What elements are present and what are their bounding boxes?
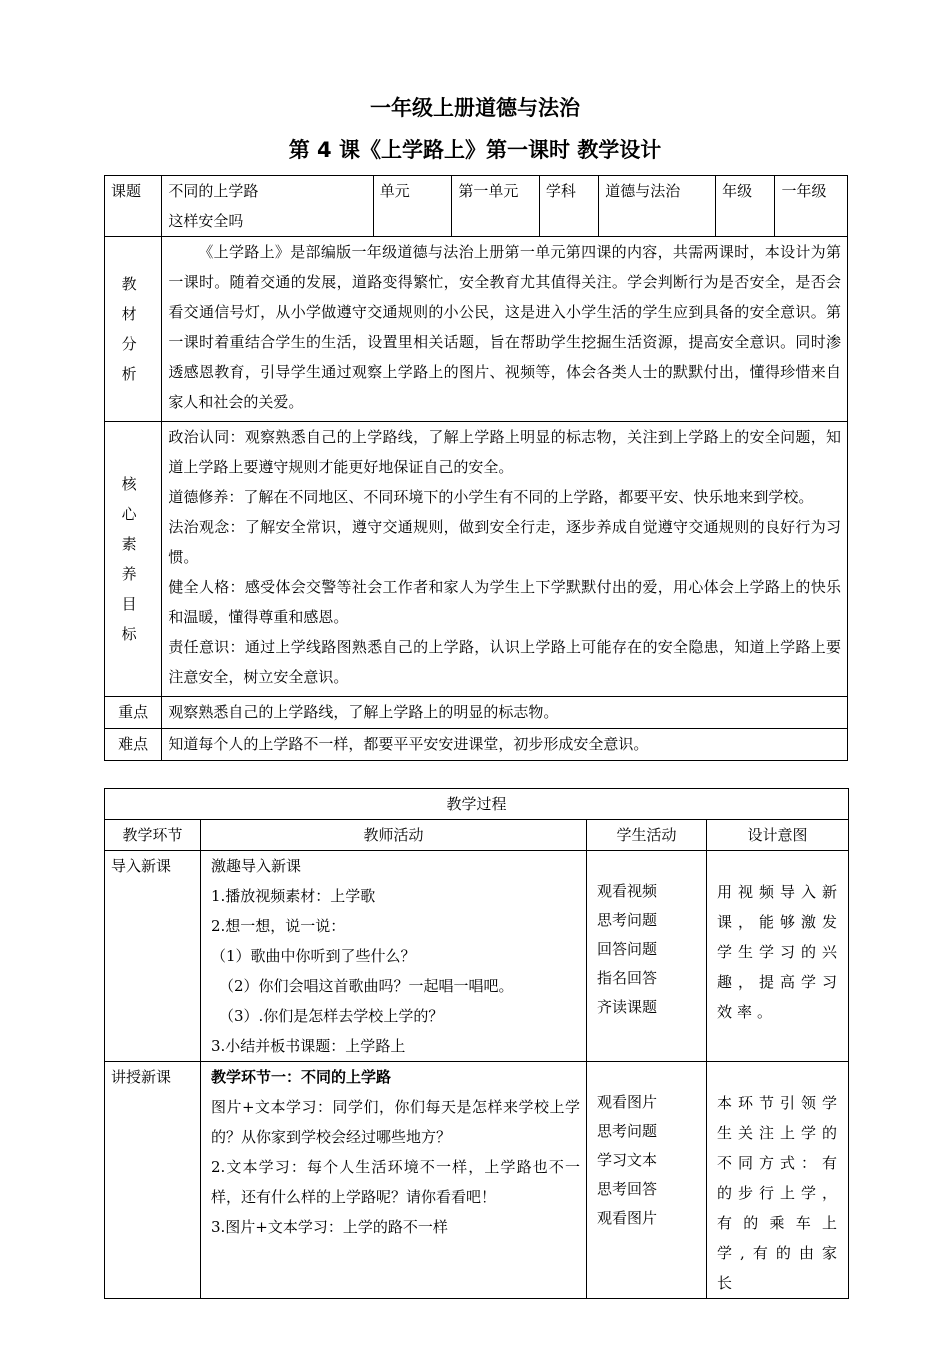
student-activity-new (587, 1062, 707, 1299)
teacher-heading: 教学环节一：不同的上学路 (211, 1068, 392, 1086)
goal-item: 健全人格：感受体会交警等社会工作者和家人为学生上下学默默付出的爱，用心体会上学路上的快乐和温暖，懂得尊重和感恩。 (168, 578, 841, 626)
teacher-step: （2）你们会唱这首歌曲吗？一起唱一唱吧。 (219, 977, 514, 995)
teaching-process-table (104, 788, 849, 1299)
teacher-activity-new (201, 1062, 587, 1299)
teacher-step: 3.图片+文本学习：上学的路不一样 (211, 1218, 448, 1236)
goal-item: 道德修养：了解在不同地区、不同环境下的小学生有不同的上学路，都要平安、快乐地来到学校。 (168, 488, 814, 506)
difficulty-label: 难点 (105, 729, 162, 761)
teacher-activity-intro (201, 851, 587, 1062)
student-step: 指名回答 (597, 969, 658, 987)
page-subtitle: 第 4 课《上学路上》第一课时 教学设计 (288, 138, 662, 162)
goals-text (162, 422, 848, 697)
analysis-row (105, 237, 848, 422)
unit-value: 第一单元 (452, 176, 540, 237)
student-step: 观看视频 (597, 882, 658, 900)
student-step: 齐读课题 (597, 998, 658, 1016)
difficulty-text: 知道每个人的上学路不一样，都要平平安安进课堂，初步形成安全意识。 (162, 729, 848, 761)
topic-value (162, 176, 373, 237)
student-step: 思考问题 (597, 1122, 658, 1140)
header-student: 学生活动 (587, 820, 707, 851)
teacher-step: （3）.你们是怎样去学校上学的？ (219, 1007, 444, 1025)
goals-label-2: 素 养 (121, 535, 145, 583)
header-teacher: 教师活动 (201, 820, 587, 851)
goal-item: 责任意识：通过上学线路图熟悉自己的上学路，认识上学路上可能存在的安全隐患，知道上学路上要注意安全，树立安全意识。 (168, 638, 841, 686)
process-row-new (105, 1062, 849, 1299)
teacher-step: 3.小结并板书课题：上学路上 (211, 1037, 406, 1055)
subject-label: 学科 (539, 176, 598, 237)
header-intent: 设计意图 (707, 820, 849, 851)
header-stage: 教学环节 (105, 820, 201, 851)
student-step: 学习文本 (597, 1151, 658, 1169)
student-step: 观看图片 (597, 1209, 658, 1227)
topic-label: 课题 (105, 176, 162, 237)
process-header-row (105, 820, 849, 851)
student-step: 思考问题 (597, 911, 658, 929)
process-title: 教学过程 (105, 789, 849, 820)
teacher-step: 图片+文本学习：同学们，你们每天是怎样来学校上学的？从你家到学校会经过哪些地方？ (211, 1098, 580, 1146)
unit-label: 单元 (373, 176, 452, 237)
process-row-intro (105, 851, 849, 1062)
difficulty-row (105, 729, 848, 761)
stage-new: 讲授新课 (105, 1062, 201, 1299)
teacher-step: 2.想一想，说一说： (211, 917, 346, 935)
goals-label-3: 目 标 (121, 595, 145, 643)
topic-row (105, 176, 848, 237)
grade-label: 年级 (716, 176, 775, 237)
key-row (105, 697, 848, 729)
grade-value: 一年级 (775, 176, 848, 237)
subject-value: 道德与法治 (599, 176, 716, 237)
analysis-label-2: 分 析 (121, 335, 145, 383)
process-title-row (105, 789, 849, 820)
key-text: 观察熟悉自己的上学路线，了解上学路上的明显的标志物。 (162, 697, 848, 729)
design-intent-intro: 用视频导入新课，能够激发学生学习的兴趣，提高学习效率。 (707, 851, 849, 1062)
design-info-table (104, 175, 848, 761)
goals-label-1: 核 心 (121, 475, 145, 523)
teacher-step: 2.文本学习：每个人生活环境不一样，上学路也不一样，还有什么样的上学路呢？请你看看吧！ (211, 1158, 580, 1206)
analysis-label (105, 237, 162, 422)
analysis-text: 《上学路上》是部编版一年级道德与法治上册第一单元第四课的内容，共需两课时，本设计为第一课时。随着交通的发展，道路变得繁忙，安全教育尤其值得关注。学会判断行为是否安全，是否会看交通信号灯，从小学做遵守交通规则的小公民，这是进入小学生活的学生应到具备的安全意识。第一课时着重结合学生的生活，设置里相关话题，旨在帮助学生挖掘生活资源，提高安全意识。同时渗透感恩教育，引导学生通过观察上学路上的图片、视频等，体会各类人士的默默付出，懂得珍惜来自家人和社会的关爱。 (162, 237, 848, 422)
page-title: 一年级上册道德与法治 (370, 96, 580, 120)
teacher-step: 1.播放视频素材：上学歌 (211, 887, 376, 905)
analysis-label-1: 教 材 (121, 275, 145, 323)
teacher-step: 激趣导入新课 (211, 857, 302, 875)
goals-label (105, 422, 162, 697)
teacher-step: （1）歌曲中你听到了些什么？ (211, 947, 416, 965)
goal-item: 法治观念：了解安全常识，遵守交通规则，做到安全行走，逐步养成自觉遵守交通规则的良好行为习惯。 (168, 518, 841, 566)
student-step: 思考回答 (597, 1180, 658, 1198)
topic-value-2: 这样安全吗 (168, 212, 244, 230)
stage-intro: 导入新课 (105, 851, 201, 1062)
goal-item: 政治认同：观察熟悉自己的上学路线，了解上学路上明显的标志物，关注到上学路上的安全问题，知道上学路上要遵守规则才能更好地保证自己的安全。 (168, 428, 841, 476)
design-intent-new: 本环节引领学生关注上学的不同方式：有的步行上学，有的乘车上学,有的由家长 (707, 1062, 849, 1299)
key-label: 重点 (105, 697, 162, 729)
topic-value-1: 不同的上学路 (168, 182, 259, 200)
student-activity-intro (587, 851, 707, 1062)
goals-row (105, 422, 848, 697)
student-step: 回答问题 (597, 940, 658, 958)
student-step: 观看图片 (597, 1093, 658, 1111)
